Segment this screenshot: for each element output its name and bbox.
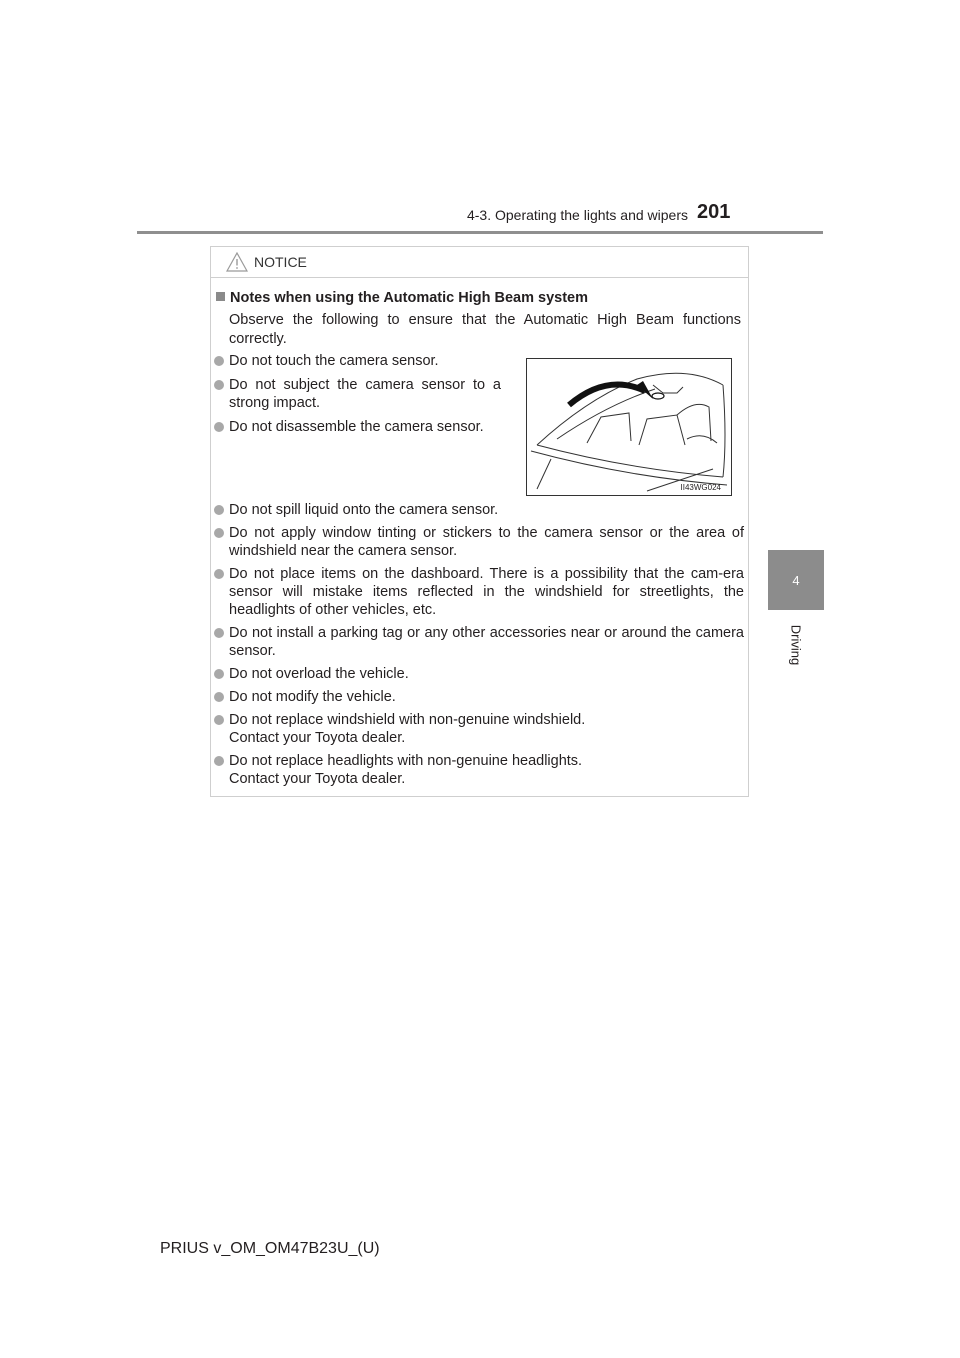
notice-header <box>211 247 748 278</box>
chapter-tab: 4 <box>768 550 824 610</box>
camera-sensor-figure <box>526 358 732 496</box>
notice-title: NOTICE <box>254 254 307 270</box>
header-rule <box>137 231 823 234</box>
contact-note: Contact your Toyota dealer. <box>229 730 406 746</box>
bullet-dot-icon <box>214 528 224 538</box>
bullet-dot-icon <box>214 569 224 579</box>
list-item: Do not replace windshield with non-genuine windshield. Contact your Toyota dealer. <box>211 711 744 747</box>
list-item: Do not subject the camera sensor to a strong impact. <box>211 376 501 412</box>
list-item: Do not touch the camera sensor. <box>211 352 501 370</box>
square-bullet-icon <box>216 292 225 301</box>
bullet-dot-icon <box>214 692 224 702</box>
document-id: PRIUS v_OM_OM47B23U_(U) <box>160 1240 380 1257</box>
section-title <box>216 290 588 306</box>
bullet-dot-icon <box>214 715 224 725</box>
list-item: Do not replace headlights with non-genuine headlights. Contact your Toyota dealer. <box>211 752 744 788</box>
bullet-dot-icon <box>214 380 224 390</box>
notice-box <box>210 246 749 797</box>
bullet-dot-icon <box>214 422 224 432</box>
chapter-label: Driving <box>788 624 804 666</box>
precaution-list-bottom <box>211 501 744 793</box>
bullet-dot-icon <box>214 628 224 638</box>
warning-triangle-icon <box>226 252 248 272</box>
bullet-dot-icon <box>214 356 224 366</box>
bullet-dot-icon <box>214 505 224 515</box>
list-item: Do not disassemble the camera sensor. <box>211 418 501 436</box>
contact-note: Contact your Toyota dealer. <box>229 771 406 787</box>
bullet-dot-icon <box>214 669 224 679</box>
list-item: Do not spill liquid onto the camera sensor. <box>211 501 744 519</box>
list-item: Do not place items on the dashboard. There is a possibility that the cam-era sensor will mistake items reflected in the windshield for streetlights, the headlights of other vehicles, etc. <box>211 565 744 619</box>
section-title-text: Notes when using the Automatic High Beam system <box>230 290 588 306</box>
section-header: 4-3. Operating the lights and wipers <box>466 207 688 223</box>
list-item: Do not install a parking tag or any other accessories near or around the camera sensor. <box>211 624 744 660</box>
list-item: Do not apply window tinting or stickers to the camera sensor or the area of windshield near the camera sensor. <box>211 524 744 560</box>
list-item: Do not overload the vehicle. <box>211 665 744 683</box>
intro-paragraph: Observe the following to ensure that the Automatic High Beam functions correctly. <box>229 312 741 347</box>
list-item: Do not modify the vehicle. <box>211 688 744 706</box>
bullet-dot-icon <box>214 756 224 766</box>
windshield-illustration <box>527 359 731 495</box>
page-number: 201 <box>697 201 731 223</box>
figure-code: II43WG024 <box>680 483 721 492</box>
precaution-list-top <box>211 352 501 442</box>
